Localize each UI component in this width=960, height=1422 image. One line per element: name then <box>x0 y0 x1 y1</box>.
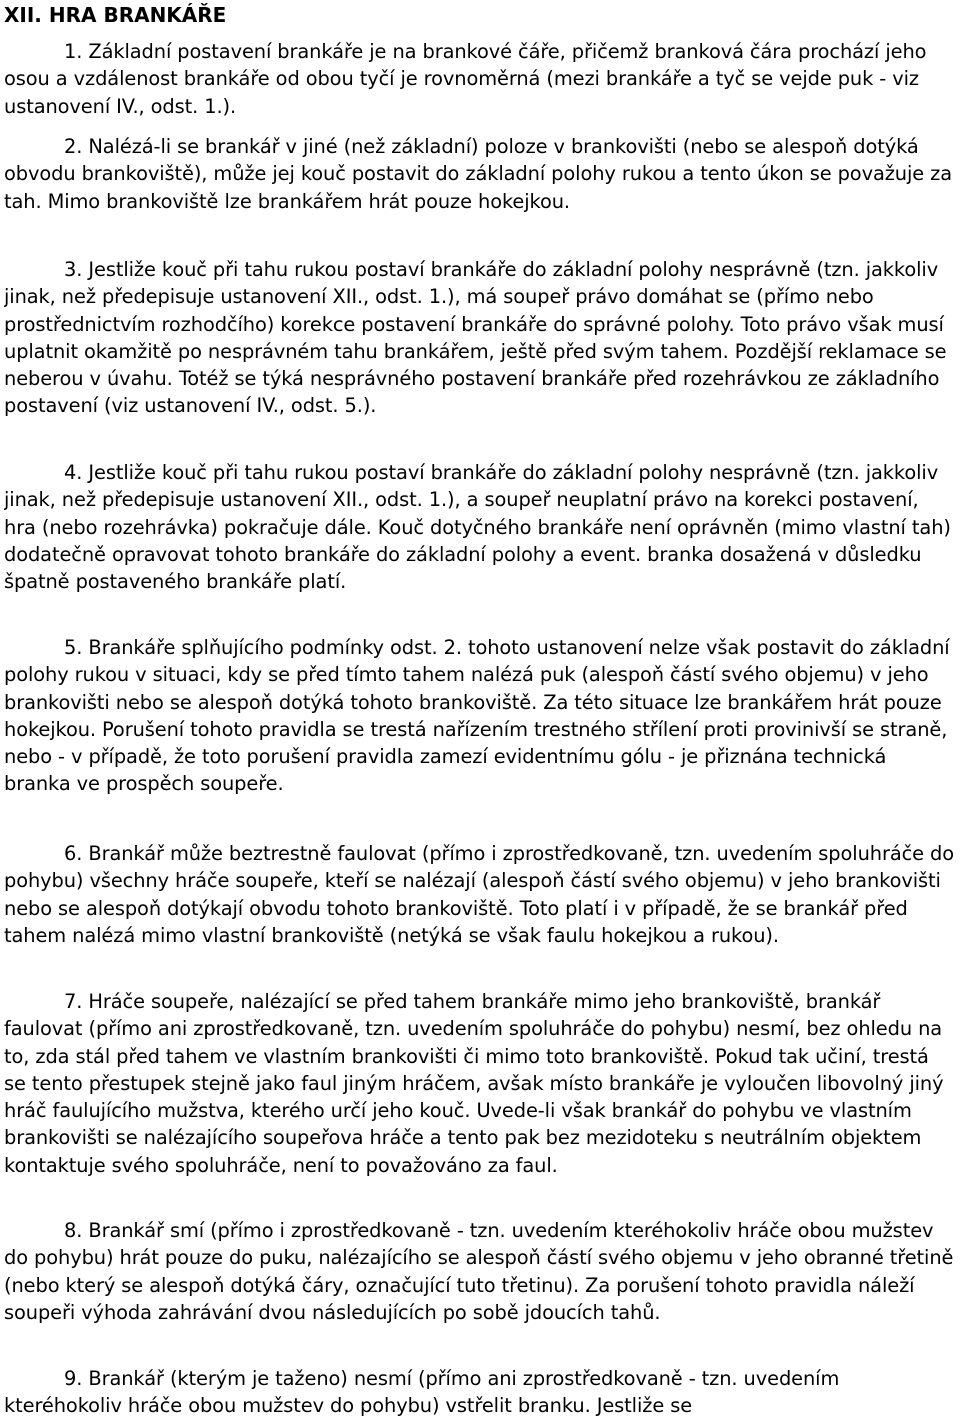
paragraph-number: 4. <box>64 461 83 484</box>
paragraph-number: 6. <box>64 842 83 865</box>
paragraph-text: Brankář může beztrestně faulovat (přímo i zprostředkovaně, tzn. uvedením spoluhráče do pohybu) všechny hráče soupeře, kteří se nalézají (alespoň částí svého objemu) v jeho brankovišti nebo se alespoň dotýkají obvodu tohoto brankoviště. Toto platí i v případě, že se brankář před tahem nalézá mimo vlastní brankoviště (netýká se však faulu hokejkou a rukou). <box>4 842 955 947</box>
paragraph-8 <box>4 1217 956 1326</box>
paragraph-text: Hráče soupeře, nalézající se před tahem brankáře mimo jeho brankoviště, brankář faulovat (přímo ani zprostředkovaně, tzn. uvedením spoluhráče do pohybu) nesmí, bez ohledu na to, zda stál před tahem ve vlastním brankovišti či mimo toto brankoviště. Pokud tak učiní, trestá se tento přestupek stejně jako faul jiným hráčem, avšak místo brankáře je vyloučen libovolný jiný hráč faulujícího mužstva, kterého určí jeho kouč. Uvede-li však brankář do pohybu ve vlastním brankovišti se nalézajícího soupeřova hráče a tento pak bez mezidoteku s neutrálním objektem kontaktuje svého spoluhráče, není to považováno za faul. <box>4 990 944 1177</box>
paragraph-7 <box>4 988 956 1179</box>
document-page <box>4 0 956 1422</box>
paragraph-9 <box>4 1365 956 1420</box>
paragraph-number: 9. <box>64 1367 83 1390</box>
paragraph-5 <box>4 634 956 798</box>
paragraph-text: Jestliže kouč při tahu rukou postaví brankáře do základní polohy nesprávně (tzn. jakkoliv jinak, než předepisuje ustanovení XII., odst. 1.), má soupeř právo domáhat se (přímo nebo prostřednictvím rozhodčího) korekce postavení brankáře do správné polohy. Toto právo však musí uplatnit okamžitě po nesprávném tahu brankářem, ještě před svým tahem. Pozdější reklamace se neberou v úvahu. Totéž se týká nesprávného postavení brankáře před rozehrávkou ze základního postavení (viz ustanovení IV., odst. 5.). <box>4 258 947 418</box>
paragraph-2 <box>4 133 956 215</box>
paragraph-text: Brankář smí (přímo i zprostředkovaně - tzn. uvedením kteréhokoliv hráče obou mužstev do pohybu) hrát pouze do puku, nalézajícího se alespoň částí svého objemu v jeho obranné třetině (nebo který se alespoň dotýká čáry, označující tuto třetinu). Za porušení tohoto pravidla náleží soupeři výhoda zahrávání dvou následujících po sobě jdoucích tahů. <box>4 1219 954 1324</box>
section-title: XII. HRA BRANKÁŘE <box>4 3 227 27</box>
paragraph-3 <box>4 256 956 420</box>
paragraph-4 <box>4 459 956 595</box>
paragraph-1 <box>4 38 956 120</box>
paragraph-text: Brankář (kterým je taženo) nesmí (přímo ani zprostředkovaně - tzn. uvedením kteréhokoliv hráče obou mužstev do pohybu) vstřelit branku. Jestliže se <box>4 1367 840 1418</box>
paragraph-number: 5. <box>64 636 83 659</box>
paragraph-text: Jestliže kouč při tahu rukou postaví brankáře do základní polohy nesprávně (tzn. jakkoliv jinak, než předepisuje ustanovení XII., odst. 1.), a soupeř neuplatní právo na korekci postavení, hra (nebo rozehrávka) pokračuje dále. Kouč dotyčného brankáře není oprávněn (mimo vlastní tah) dodatečně opravovat tohoto brankáře do základní polohy a event. branka dosažená v důsledku špatně postaveného brankáře platí. <box>4 461 951 594</box>
paragraph-text: Brankáře splňujícího podmínky odst. 2. tohoto ustanovení nelze však postavit do základní polohy rukou v situaci, kdy se před tímto tahem nalézá puk (alespoň částí svého objemu) v jeho brankovišti nebo se alespoň dotýká tohoto brankoviště. Za této situace lze brankářem hrát pouze hokejkou. Porušení tohoto pravidla se trestá nařízením trestného střílení proti provinivší se straně, nebo - v případě, že toto porušení pravidla zamezí evidentnímu gólu - je přiznána technická branka ve prospěch soupeře. <box>4 636 950 796</box>
paragraph-number: 1. <box>64 40 83 63</box>
paragraph-number: 7. <box>64 990 83 1013</box>
paragraph-text: Nalézá-li se brankář v jiné (než základní) poloze v brankovišti (nebo se alespoň dotýká obvodu brankoviště), může jej kouč postavit do základní polohy rukou a tento úkon se považuje za tah. Mimo brankoviště lze brankářem hrát pouze hokejkou. <box>4 135 953 213</box>
paragraph-6 <box>4 840 956 949</box>
paragraph-text: Základní postavení brankáře je na brankové čáře, přičemž branková čára prochází jeho osou a vzdálenost brankáře od obou tyčí je rovnoměrná (mezi brankáře a tyč se vejde puk - viz ustanovení IV., odst. 1.). <box>4 40 927 118</box>
paragraph-number: 2. <box>64 135 83 158</box>
paragraph-number: 3. <box>64 258 83 281</box>
paragraph-number: 8. <box>64 1219 83 1242</box>
